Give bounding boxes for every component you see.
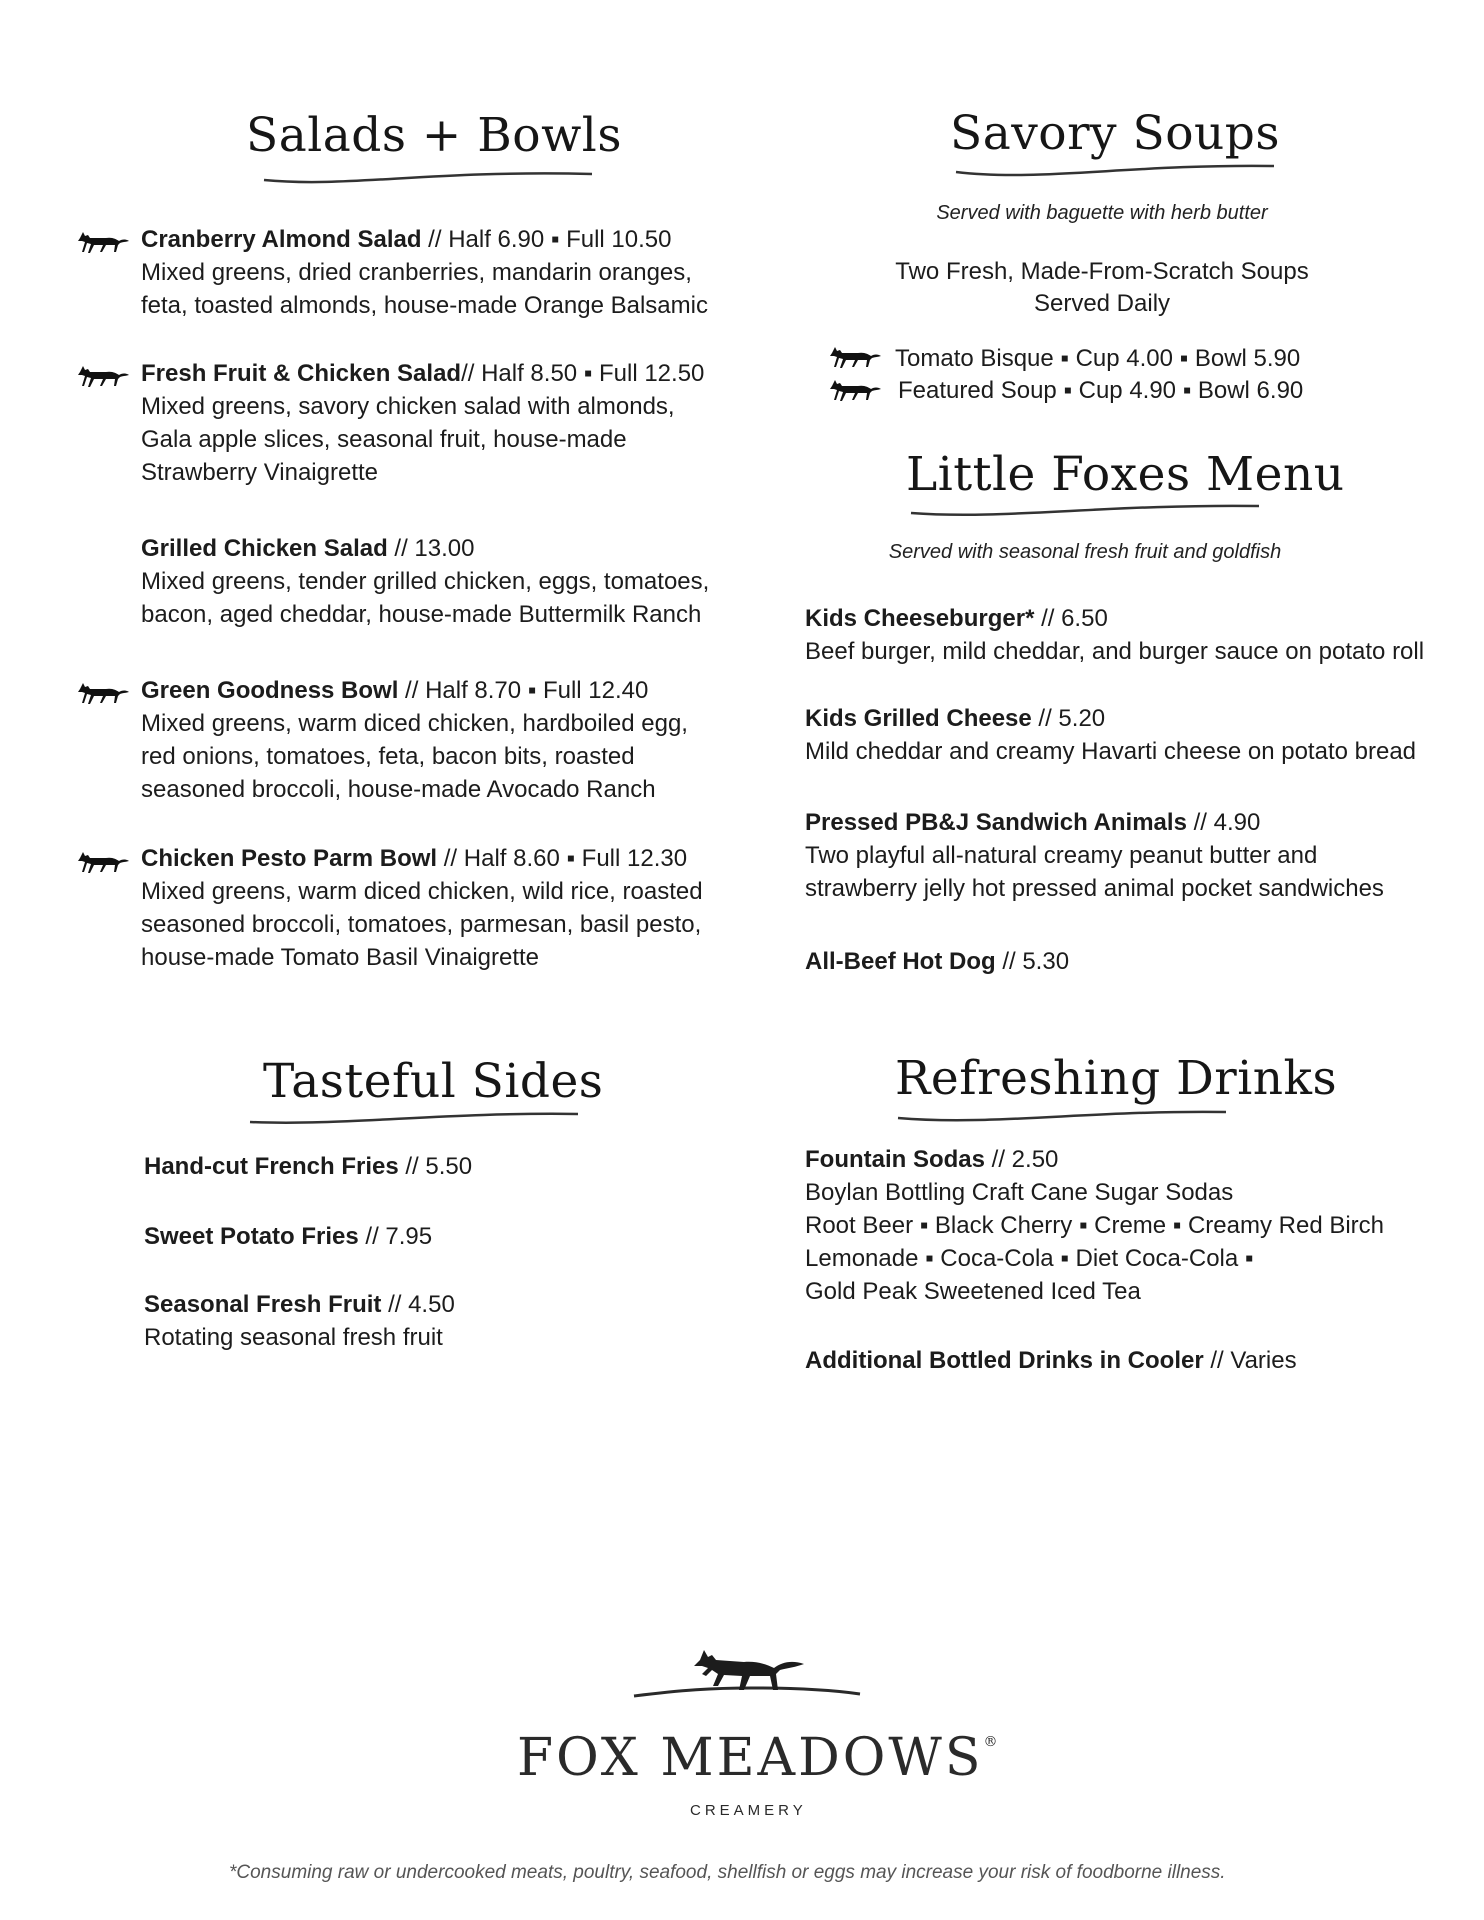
soup-item: Tomato Bisque ▪ Cup 4.00 ▪ Bowl 5.90 [895,345,1301,372]
sides-heading: Tasteful Sides [263,1054,604,1109]
item-price: // 4.50 [381,1291,455,1318]
item-name: Chicken Pesto Parm Bowl [141,845,438,872]
item-price: // 5.50 [398,1153,473,1180]
item-name: Kids Cheeseburger* [805,605,1035,632]
item-name: Additional Bottled Drinks in Cooler [805,1347,1204,1374]
item-price: // 5.30 [995,948,1070,975]
item-name: All-Beef Hot Dog [805,948,996,975]
drinks-heading-underline [892,1106,1232,1128]
fox-icon [632,1646,862,1708]
menu-item [141,532,761,631]
item-price: // 5.20 [1031,705,1106,732]
item-description: Mixed greens, dried cranberries, mandarin oranges, feta, toasted almonds, house-made Orange Balsamic [141,259,708,319]
item-description: Mixed greens, warm diced chicken, hardboiled egg, red onions, tomatoes, feta, bacon bits, roasted seasoned broccoli, house-made Avocado Ranch [141,710,688,803]
menu-item [805,702,1475,768]
drinks-heading: Refreshing Drinks [895,1051,1338,1106]
menu-item [805,945,1475,978]
soups-line-2: Served Daily [1033,290,1171,317]
item-name: Seasonal Fresh Fruit [144,1291,382,1318]
brand-name-text: FOX MEADOWS [517,1728,984,1788]
soups-subtitle: Served with baguette with herb butter [936,202,1268,224]
salads-heading-underline [258,166,598,188]
menu-item [141,674,761,806]
item-name: Pressed PB&J Sandwich Animals [805,809,1187,836]
soups-heading-underline [950,160,1280,182]
item-price: // Varies [1203,1347,1297,1374]
kids-heading: Little Foxes Menu [906,447,1345,502]
registered-mark: ® [983,1734,1001,1750]
menu-item [144,1220,744,1253]
item-description: Mixed greens, tender grilled chicken, eggs, tomatoes, bacon, aged cheddar, house-made Buttermilk Ranch [141,568,710,628]
item-name: Green Goodness Bowl [141,677,399,704]
item-price: // 2.50 [985,1146,1059,1173]
footnote: *Consuming raw or undercooked meats, poultry, seafood, shellfish or eggs may increase your risk of foodborne illness. [229,1862,1226,1883]
fox-icon [76,228,130,258]
fox-icon [76,679,130,709]
item-description: Beef burger, mild cheddar, and burger sauce on potato roll [805,638,1425,665]
fox-icon [828,343,882,373]
fox-icon [76,362,130,392]
item-price: // 4.90 [1186,809,1261,836]
salads-heading: Salads + Bowls [246,108,622,163]
item-price: // Half 8.70 ▪ Full 12.40 [398,677,649,704]
soup-item: Featured Soup ▪ Cup 4.90 ▪ Bowl 6.90 [898,377,1304,404]
item-price: // Half 8.50 ▪ Full 12.50 [461,360,705,387]
item-price: // 13.00 [387,535,475,562]
menu-item [805,806,1475,905]
item-name: Hand-cut French Fries [144,1153,399,1180]
item-price: // Half 6.90 ▪ Full 10.50 [421,226,672,253]
item-description: Mixed greens, warm diced chicken, wild rice, roasted seasoned broccoli, tomatoes, parmesan, basil pesto, house-made Tomato Basil Vinaigrette [141,878,703,971]
soups-line-1: Two Fresh, Made-From-Scratch Soups [895,258,1309,285]
brand-subtitle: CREAMERY [690,1802,807,1819]
item-name: Cranberry Almond Salad [141,226,422,253]
menu-item [805,1344,1475,1377]
item-description: Boylan Bottling Craft Cane Sugar Sodas Root Beer ▪ Black Cherry ▪ Creme ▪ Creamy Red Birch Lemonade ▪ Coca-Cola ▪ Diet Coca-Cola ▪ Gold Peak Sweetened Iced Tea [805,1179,1385,1305]
sides-heading-underline [244,1108,584,1130]
menu-item [144,1288,744,1354]
menu-item [141,842,761,974]
item-name: Sweet Potato Fries [144,1223,359,1250]
kids-heading-underline [905,500,1265,522]
item-description: Two playful all-natural creamy peanut butter and strawberry jelly hot pressed animal pocket sandwiches [805,842,1384,902]
menu-item [141,357,761,489]
item-price: // Half 8.60 ▪ Full 12.30 [437,845,688,872]
item-description: Rotating seasonal fresh fruit [144,1324,443,1351]
menu-item [805,1143,1475,1308]
item-price: // 7.95 [358,1223,433,1250]
item-description: Mixed greens, savory chicken salad with almonds, Gala apple slices, seasonal fruit, house-made Strawberry Vinaigrette [141,393,675,486]
item-price: // 6.50 [1034,605,1108,632]
item-description: Mild cheddar and creamy Havarti cheese on potato bread [805,738,1417,765]
menu-item [144,1150,744,1183]
menu-item [805,602,1475,668]
kids-subtitle: Served with seasonal fresh fruit and goldfish [888,541,1282,563]
soups-heading: Savory Soups [950,106,1280,161]
fox-icon [828,376,882,406]
fox-icon [76,848,130,878]
brand-name [517,1728,1001,1788]
item-name: Grilled Chicken Salad [141,535,388,562]
item-name: Fountain Sodas [805,1146,985,1173]
item-name: Fresh Fruit & Chicken Salad [141,360,462,387]
menu-item [141,223,761,322]
item-name: Kids Grilled Cheese [805,705,1032,732]
